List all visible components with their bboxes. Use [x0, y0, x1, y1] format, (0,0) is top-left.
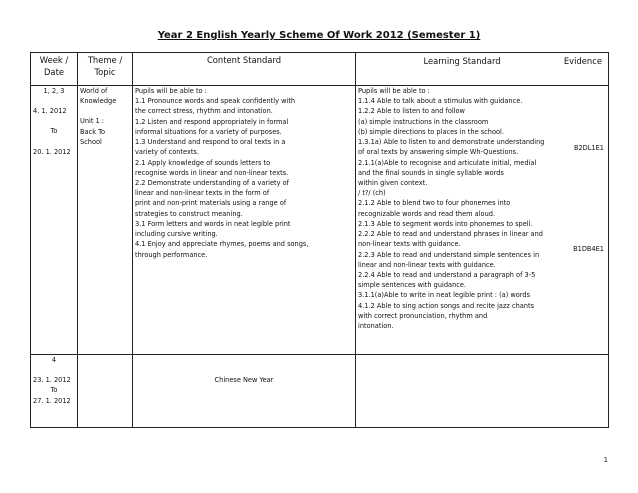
- content-line: 2.1 Apply knowledge of sounds letters to: [135, 158, 271, 167]
- content-standard-cell: [133, 355, 356, 428]
- learning-line: 3.1.1(a)Able to write in neat legible print : (a) words: [358, 291, 531, 300]
- learning-line: 2.2.4 Able to read and understand a paragraph of 3-5: [358, 270, 536, 279]
- table-row: [31, 355, 609, 428]
- learning-line: of oral texts by answering simple Wh-Questions.: [358, 148, 519, 157]
- learning-line: Pupils will be able to :: [358, 87, 430, 95]
- theme-header-label: Theme /: [87, 55, 123, 65]
- learning-line: with correct pronunciation, rhythm and: [358, 311, 488, 320]
- learning-line: non-linear texts with guidance.: [358, 240, 461, 249]
- content-line: 1.1 Pronounce words and speak confidently with: [135, 97, 296, 106]
- topic-header-label: Topic: [94, 66, 116, 77]
- content-line: through performance.: [135, 250, 208, 259]
- week-date-cell: [31, 86, 78, 355]
- theme-topic-header: [78, 53, 133, 86]
- scheme-table: [30, 52, 609, 428]
- content-line: 3.1 Form letters and words in neat legible print: [135, 219, 291, 228]
- learning-line: / t?/ (ch): [358, 189, 386, 198]
- learning-line: 2.1.3 Able to segment words into phonemes to spell.: [358, 219, 533, 228]
- content-header-label: Content Standard: [206, 55, 282, 65]
- week-number: 4: [51, 356, 57, 364]
- date-to: To: [50, 386, 58, 395]
- learning-line: recognizable words and read them aloud.: [358, 209, 496, 218]
- content-line: 2.2 Demonstrate understanding of a variety of: [135, 178, 289, 187]
- theme-topic-cell: [78, 355, 133, 428]
- learning-line: 2.2.3 Able to read and understand simple sentences in: [358, 250, 540, 259]
- learning-line: 1.1.4 Able to talk about a stimulus with guidance.: [358, 97, 523, 106]
- document-title: Year 2 English Yearly Scheme Of Work 2012 (Semester 1): [157, 30, 481, 41]
- learning-line: 1.2.2 Able to listen to and follow: [358, 107, 465, 116]
- theme-topic-cell: [78, 86, 133, 355]
- learning-line: linear and non-linear texts with guidance.: [358, 260, 496, 269]
- content-line: 1.2 Listen and respond appropriately in formal: [135, 117, 289, 126]
- learning-standard-header: [356, 53, 609, 86]
- content-line: strategies to construct meaning.: [135, 209, 243, 218]
- evidence-code: B1DB4E1: [573, 245, 604, 253]
- content-line: recognise words in linear and non-linear texts.: [135, 168, 289, 177]
- content-line: Pupils will be able to :: [135, 87, 207, 95]
- holiday-label: Chinese New Year: [214, 376, 274, 384]
- page-number: 1: [603, 456, 608, 464]
- content-line: linear and non-linear texts in the form of: [135, 189, 270, 198]
- learning-line: within given context.: [358, 178, 428, 187]
- content-line: print and non-print materials using a range of: [135, 199, 287, 208]
- unit-text: Back To: [80, 127, 106, 136]
- learning-line: and the final sounds in single syllable words: [358, 168, 504, 177]
- week-date-cell: [31, 355, 78, 428]
- theme-text: World of: [80, 87, 108, 95]
- learning-standard-cell: [356, 86, 609, 355]
- date-to: To: [50, 127, 58, 136]
- date-header-label: Date: [43, 66, 65, 77]
- date-end: 20. 1. 2012: [33, 147, 71, 156]
- learning-line: 2.1.1(a)Able to recognise and articulate initial, medial: [358, 158, 537, 167]
- date-start: 23. 1. 2012: [33, 376, 71, 385]
- content-standard-cell: [133, 86, 356, 355]
- content-line: the correct stress, rhythm and intonation.: [135, 107, 273, 116]
- date-end: 27. 1. 2012: [33, 396, 71, 405]
- content-line: 4.1 Enjoy and appreciate rhymes, poems and songs,: [135, 240, 309, 249]
- learning-line: intonation.: [358, 322, 394, 331]
- content-line: informal situations for a variety of purposes.: [135, 127, 282, 136]
- unit-text: Unit 1 :: [80, 117, 105, 126]
- week-header-label: Week /: [39, 55, 69, 65]
- week-number: 1, 2, 3: [43, 87, 65, 95]
- learning-line: 1.3.1a) Able to listen to and demonstrate understanding: [358, 138, 545, 147]
- learning-line: 4.1.2 Able to sing action songs and recite jazz chants: [358, 301, 535, 310]
- learning-line: 2.2.2 Able to read and understand phrases in linear and: [358, 230, 543, 239]
- learning-header-label: Learning Standard: [423, 56, 501, 66]
- header-row: [31, 53, 609, 86]
- unit-text: School: [80, 137, 102, 146]
- week-date-header: [31, 53, 78, 86]
- learning-line: (b) simple directions to places in the school.: [358, 127, 504, 136]
- learning-line: simple sentences with guidance.: [358, 281, 467, 290]
- date-start: 4. 1. 2012: [33, 107, 67, 116]
- learning-line: 2.1.2 Able to blend two to four phonemes into: [358, 199, 511, 208]
- content-line: including cursive writing.: [135, 230, 218, 239]
- content-line: variety of contexts.: [135, 148, 199, 157]
- theme-text: Knowledge: [80, 97, 117, 106]
- content-line: 1.3 Understand and respond to oral texts in a: [135, 138, 286, 147]
- learning-standard-cell: [356, 355, 609, 428]
- table-row: [31, 86, 609, 355]
- evidence-header-label: Evidence: [563, 56, 602, 66]
- learning-line: (a) simple instructions in the classroom: [358, 117, 489, 126]
- evidence-code: B2DL1E1: [573, 144, 604, 152]
- content-standard-header: [133, 53, 356, 86]
